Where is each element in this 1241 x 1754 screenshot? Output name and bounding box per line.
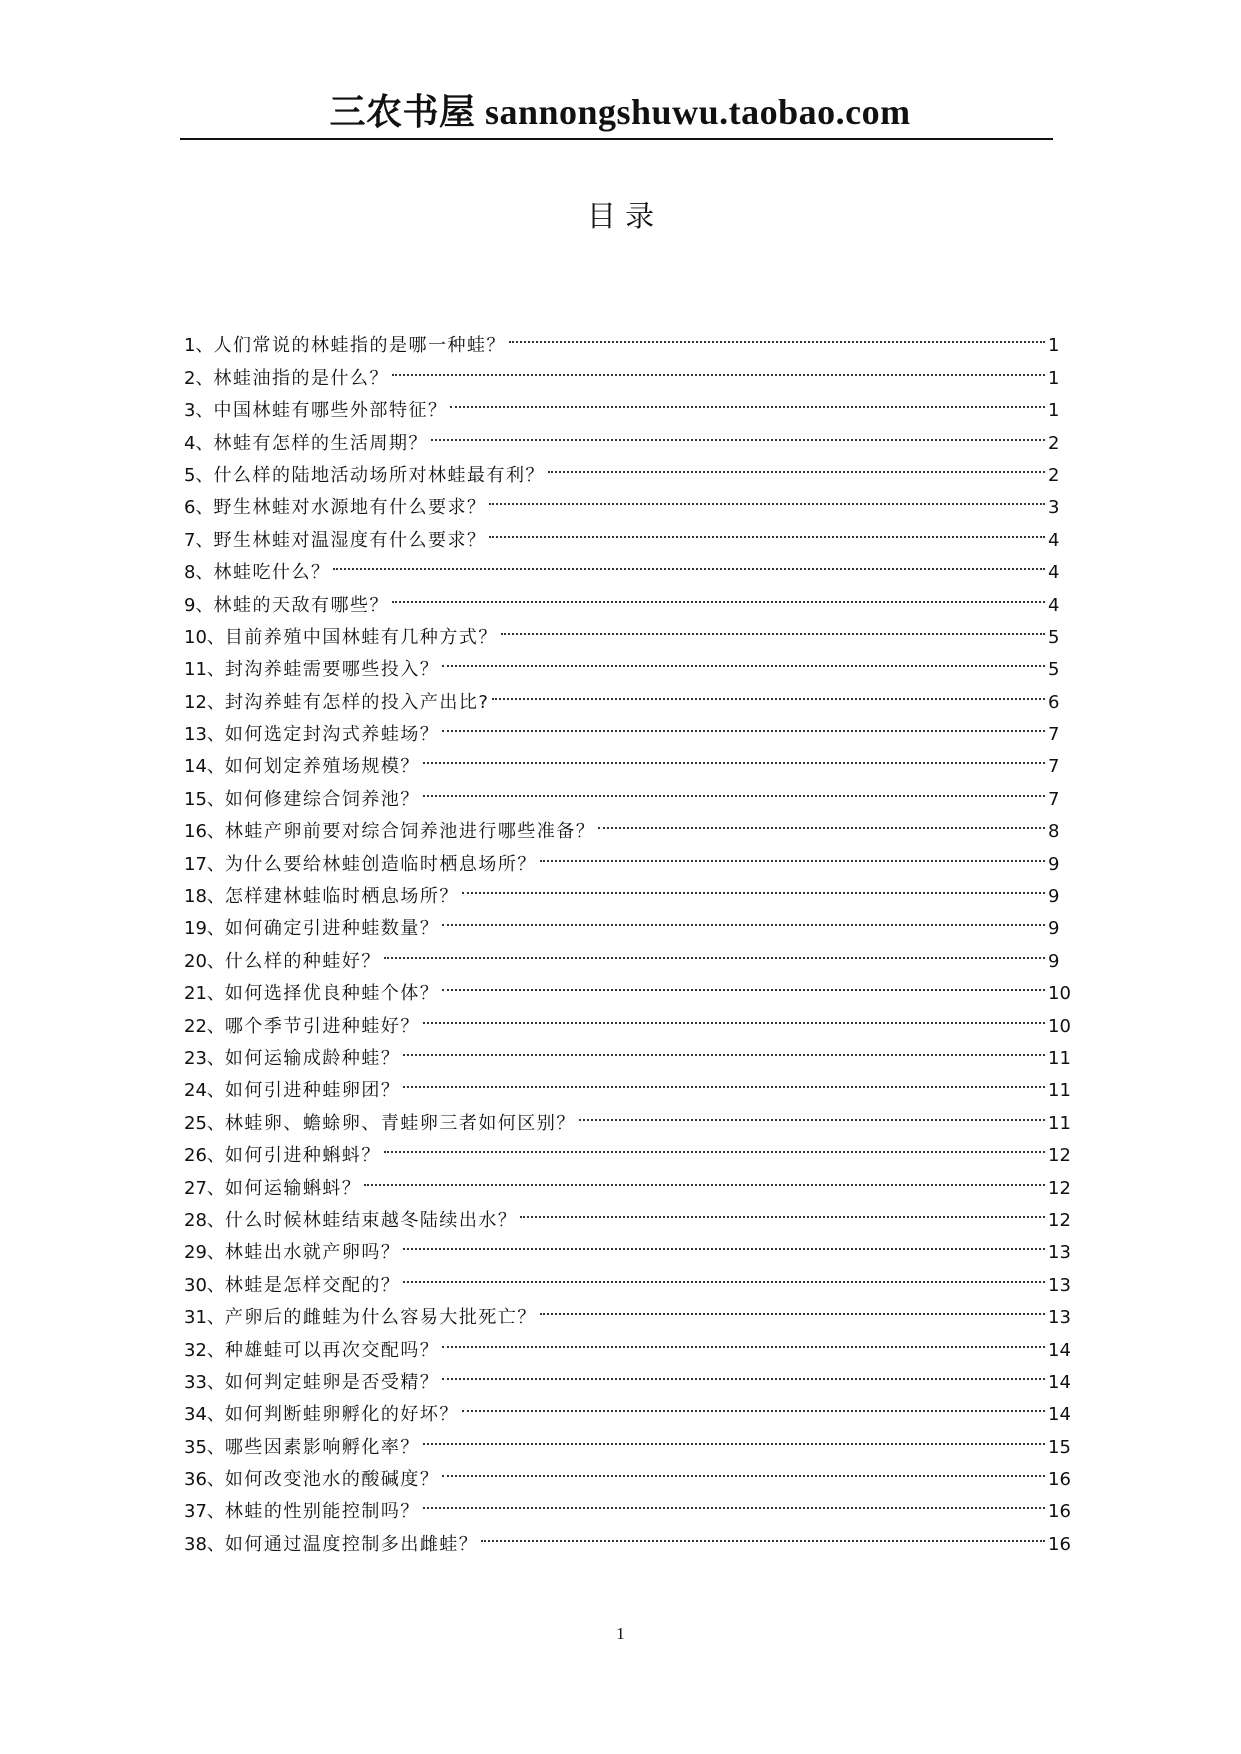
- toc-entry-page: 2: [1048, 432, 1060, 454]
- toc-dot-leader: [442, 902, 1045, 934]
- toc-dot-leader: [501, 611, 1045, 643]
- toc-entry-title: 什么时候林蛙结束越冬陆续出水？: [224, 1209, 518, 1231]
- toc-entry-page: 7: [1048, 788, 1060, 810]
- toc-entry-number: 36、: [184, 1469, 225, 1491]
- toc-entry-page: 9: [1048, 950, 1060, 972]
- toc-dot-leader: [403, 1226, 1045, 1258]
- toc-entry-number: 35、: [184, 1436, 225, 1458]
- toc-entry-page: 2: [1048, 464, 1060, 486]
- toc-entry-number: 24、: [184, 1080, 225, 1102]
- toc-entry-title: 如何划定养殖场规模？: [224, 756, 420, 778]
- toc-title: 目 录: [586, 199, 655, 233]
- toc-entry-page: 5: [1048, 659, 1060, 681]
- toc-entry-number: 38、: [184, 1533, 225, 1555]
- toc-entry-page: 7: [1048, 724, 1060, 746]
- toc-entry-number: 2、: [184, 367, 214, 389]
- toc-entry-number: 30、: [184, 1274, 225, 1296]
- toc-dot-leader: [540, 1291, 1045, 1323]
- toc-entry-title: 什么样的种蛙好？: [224, 950, 381, 972]
- toc-entry-title: 如何确定引进种蛙数量？: [224, 918, 440, 940]
- toc-dot-leader: [333, 546, 1045, 578]
- toc-entry-page: 1: [1048, 400, 1060, 422]
- toc-entry-number: 33、: [184, 1371, 225, 1393]
- toc-entry-title: 哪个季节引进种蛙好？: [224, 1015, 420, 1037]
- toc-entry-page: 5: [1048, 626, 1060, 648]
- toc-dot-leader: [548, 449, 1045, 481]
- toc-entry-title: 如何运输蝌蚪？: [224, 1177, 362, 1199]
- toc-entry-number: 8、: [184, 562, 214, 584]
- toc-dot-leader: [431, 416, 1045, 448]
- toc-entry-number: 19、: [184, 918, 225, 940]
- toc-entry-title: 林蛙的天敌有哪些？: [213, 594, 389, 616]
- toc-entry-number: 16、: [184, 821, 225, 843]
- toc-entry-page: 4: [1048, 529, 1060, 551]
- toc-entry-title: 什么样的陆地活动场所对林蛙最有利？: [213, 464, 545, 486]
- toc-entry-page: 16: [1048, 1501, 1071, 1523]
- toc-entry-page: 16: [1048, 1533, 1071, 1555]
- toc-entry-page: 3: [1048, 497, 1060, 519]
- toc-entry-number: 5、: [184, 464, 214, 486]
- toc-entry-number: 27、: [184, 1177, 225, 1199]
- toc-entry-title: 如何运输成龄种蛙？: [224, 1047, 401, 1069]
- toc-entry-title: 哪些因素影响孵化率？: [224, 1436, 420, 1458]
- toc-dot-leader: [423, 772, 1045, 804]
- toc-entry-title: 如何改变池水的酸碱度？: [224, 1469, 440, 1491]
- toc-entry-page: 11: [1048, 1080, 1071, 1102]
- toc-entry-number: 20、: [184, 950, 225, 972]
- toc-entry-number: 28、: [184, 1209, 225, 1231]
- toc-entry-title: 为什么要给林蛙创造临时栖息场所？: [224, 853, 537, 875]
- toc-entry[interactable]: [184, 319, 1088, 357]
- toc-entry-title: 林蛙出水就产卵吗？: [224, 1242, 401, 1264]
- toc-entry-number: 18、: [184, 886, 225, 908]
- toc-dot-leader: [384, 1129, 1045, 1161]
- toc-entry-number: 9、: [184, 594, 214, 616]
- page-header-brand: 三农书屋 sannongshuwu.taobao.com: [329, 92, 911, 132]
- toc-entry-title: 如何选择优良种蛙个体？: [224, 983, 440, 1005]
- toc-dot-leader: [520, 1194, 1045, 1226]
- toc-entry-page: 11: [1048, 1047, 1071, 1069]
- toc-entry-page: 12: [1048, 1177, 1071, 1199]
- toc-dot-leader: [442, 1453, 1045, 1485]
- toc-entry-page: 4: [1048, 562, 1060, 584]
- toc-entry-number: 13、: [184, 724, 225, 746]
- toc-entry-number: 3、: [184, 400, 214, 422]
- toc-entry-page: 14: [1048, 1371, 1071, 1393]
- toc-entry-title: 如何通过温度控制多出雌蛙？: [224, 1533, 479, 1555]
- toc-entry-title: 如何判定蛙卵是否受精？: [224, 1371, 440, 1393]
- toc-entry-page: 8: [1048, 821, 1060, 843]
- toc-entry-number: 12、: [184, 691, 225, 713]
- toc-entry-number: 21、: [184, 983, 225, 1005]
- toc-entry-page: 10: [1048, 983, 1071, 1005]
- toc-entry-number: 15、: [184, 788, 225, 810]
- toc-dot-leader: [579, 1096, 1045, 1128]
- toc-entry-number: 34、: [184, 1404, 225, 1426]
- toc-dot-leader: [364, 1161, 1045, 1193]
- toc-entry-page: 7: [1048, 756, 1060, 778]
- toc-entry-number: 25、: [184, 1112, 225, 1134]
- toc-entry-title: 如何修建综合饲养池？: [224, 788, 420, 810]
- toc-dot-leader: [442, 708, 1045, 740]
- toc-entry-number: 14、: [184, 756, 225, 778]
- toc-entry-title: 人们常说的林蛙指的是哪一种蛙？: [213, 335, 506, 357]
- toc-entry-page: 11: [1048, 1112, 1071, 1134]
- toc-entry-page: 12: [1048, 1209, 1071, 1231]
- toc-dot-leader: [403, 1032, 1045, 1064]
- header-divider: [180, 138, 1053, 140]
- toc-entry-title: 如何引进种蝌蚪？: [224, 1145, 381, 1167]
- toc-entry-title: 封沟养蛙需要哪些投入？: [224, 659, 440, 681]
- toc-dot-leader: [403, 1258, 1045, 1290]
- toc-entry-number: 23、: [184, 1047, 225, 1069]
- toc-entry-title: 林蛙产卵前要对综合饲养池进行哪些准备？: [224, 821, 596, 843]
- toc-entry-number: 4、: [184, 432, 214, 454]
- toc-entry-title: 林蛙油指的是什么？: [213, 367, 389, 389]
- toc-entry-title: 如何判断蛙卵孵化的好坏？: [224, 1404, 459, 1426]
- toc-dot-leader: [442, 643, 1045, 675]
- toc-entry-page: 14: [1048, 1339, 1071, 1361]
- toc-entry-number: 17、: [184, 853, 225, 875]
- toc-entry-page: 4: [1048, 594, 1060, 616]
- toc-entry-title: 林蛙的性别能控制吗？: [224, 1501, 420, 1523]
- toc-dot-leader: [492, 675, 1045, 707]
- toc-entry-number: 1、: [184, 335, 214, 357]
- toc-entry-title: 林蛙吃什么？: [213, 562, 331, 584]
- toc-entry-title: 目前养殖中国林蛙有几种方式？: [224, 626, 498, 648]
- toc-entry-number: 37、: [184, 1501, 225, 1523]
- toc-entry-page: 13: [1048, 1274, 1071, 1296]
- toc-entry-title: 野生林蛙对温湿度有什么要求？: [213, 529, 487, 551]
- toc-dot-leader: [384, 934, 1045, 966]
- toc-dot-leader: [442, 1323, 1045, 1355]
- toc-entry-number: 22、: [184, 1015, 225, 1037]
- toc-entry-title: 林蛙卵、蟾蜍卵、青蛙卵三者如何区别？: [224, 1112, 576, 1134]
- toc-entry-page: 13: [1048, 1242, 1071, 1264]
- toc-entry-title: 如何引进种蛙卵团？: [224, 1080, 401, 1102]
- toc-dot-leader: [489, 481, 1045, 513]
- toc-entry-page: 6: [1048, 691, 1060, 713]
- toc-dot-leader: [423, 999, 1045, 1031]
- page-number: 1: [616, 1624, 625, 1643]
- toc-entry-number: 7、: [184, 529, 214, 551]
- toc-entry-page: 12: [1048, 1145, 1071, 1167]
- toc-entry-number: 10、: [184, 626, 225, 648]
- toc-entry-title: 种雄蛙可以再次交配吗？: [224, 1339, 440, 1361]
- toc-dot-leader: [540, 837, 1045, 869]
- toc-dot-leader: [392, 578, 1045, 610]
- toc-entry-page: 9: [1048, 886, 1060, 908]
- toc-entry-title: 林蛙有怎样的生活周期？: [213, 432, 428, 454]
- toc-dot-leader: [462, 870, 1045, 902]
- toc-dot-leader: [509, 319, 1045, 351]
- toc-entry-number: 31、: [184, 1307, 225, 1329]
- toc-entry-number: 32、: [184, 1339, 225, 1361]
- toc-dot-leader: [423, 1485, 1045, 1517]
- toc-dot-leader: [481, 1517, 1045, 1549]
- toc-entry-page: 1: [1048, 335, 1060, 357]
- toc-entry-number: 11、: [184, 659, 225, 681]
- toc-dot-leader: [489, 513, 1045, 545]
- toc-entry-title: 产卵后的雌蛙为什么容易大批死亡？: [224, 1307, 537, 1329]
- toc-entry-page: 16: [1048, 1469, 1071, 1491]
- toc-dot-leader: [462, 1388, 1045, 1420]
- table-of-contents: [184, 319, 1088, 1555]
- toc-dot-leader: [598, 805, 1045, 837]
- toc-entry-title: 林蛙是怎样交配的？: [224, 1274, 401, 1296]
- toc-entry-page: 14: [1048, 1404, 1071, 1426]
- toc-entry-title: 怎样建林蛙临时栖息场所？: [224, 886, 459, 908]
- toc-entry-number: 29、: [184, 1242, 225, 1264]
- toc-entry-page: 10: [1048, 1015, 1071, 1037]
- toc-entry-title: 如何选定封沟式养蛙场？: [224, 724, 440, 746]
- toc-entry-title: 封沟养蛙有怎样的投入产出比?: [224, 691, 490, 713]
- toc-entry-title: 野生林蛙对水源地有什么要求？: [213, 497, 487, 519]
- toc-entry-page: 1: [1048, 367, 1060, 389]
- toc-dot-leader: [392, 351, 1045, 383]
- toc-dot-leader: [423, 740, 1045, 772]
- toc-entry-page: 15: [1048, 1436, 1071, 1458]
- toc-dot-leader: [442, 967, 1045, 999]
- toc-dot-leader: [450, 384, 1045, 416]
- toc-dot-leader: [423, 1420, 1045, 1452]
- toc-entry-page: 9: [1048, 918, 1060, 940]
- toc-entry-number: 26、: [184, 1145, 225, 1167]
- toc-entry-number: 6、: [184, 497, 214, 519]
- toc-entry-page: 13: [1048, 1307, 1071, 1329]
- toc-dot-leader: [403, 1064, 1045, 1096]
- toc-entry-page: 9: [1048, 853, 1060, 875]
- toc-dot-leader: [442, 1356, 1045, 1388]
- toc-entry-title: 中国林蛙有哪些外部特征？: [213, 400, 448, 422]
